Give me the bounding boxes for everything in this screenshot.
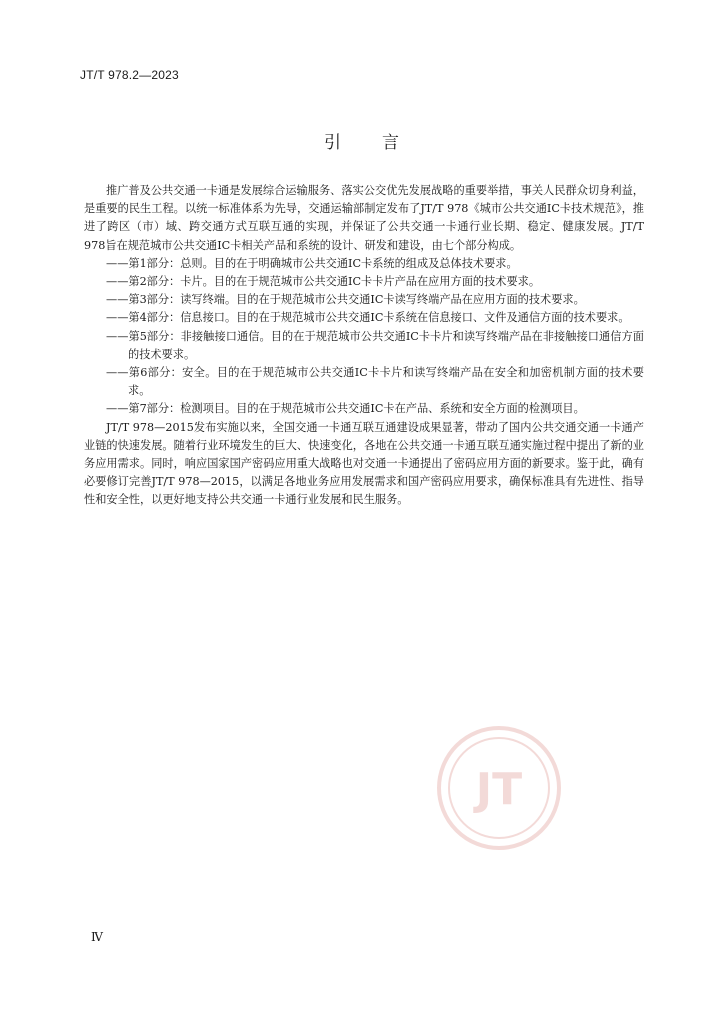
jt-watermark-logo (435, 724, 563, 852)
title-char-1: 引 (324, 133, 342, 153)
part-item-3: ——第3部分：读写终端。目的在于规范城市公共交通IC卡读写终端产品在应用方面的技术要求。 (106, 293, 585, 307)
part-item-2: ——第2部分：卡片。目的在于规范城市公共交通IC卡卡片产品在应用方面的技术要求。 (106, 275, 541, 289)
part-item-5: ——第5部分：非接触接口通信。目的在于规范城市公共交通IC卡卡片和读写终端产品在非接触接口通信方面的技术要求。 (106, 329, 644, 361)
part-item-7: ——第7部分：检测项目。目的在于规范城市公共交通IC卡在产品、系统和安全方面的检测项目。 (106, 402, 585, 416)
part-item-4: ——第4部分：信息接口。目的在于规范城市公共交通IC卡系统在信息接口、文件及通信方面的技术要求。 (106, 311, 630, 325)
part-item-1: ——第1部分：总则。目的在于明确城市公共交通IC卡系统的组成及总体技术要求。 (106, 256, 518, 270)
body-text (84, 182, 644, 510)
standard-code-header: JT/T 978.2—2023 (80, 68, 179, 82)
page-number: Ⅳ (91, 930, 103, 944)
intro-paragraph: 推广普及公共交通一卡通是发展综合运输服务、落实公交优先发展战略的重要举措，事关人民群众切身利益，是重要的民生工程。以统一标准体系为先导，交通运输部制定发布了JT/T 978《城市公共交通IC卡技术规范》，推进了跨区（市）域、跨交通方式互联互通的实现，并保证了公共交通一卡通行业长期、稳定、健康发展。JT/T 978旨在规范城市公共交通IC卡相关产品和系统的设计、研发和建设，由七个部分构成。 (84, 184, 644, 252)
title-char-2: 言 (382, 133, 400, 153)
watermark-text: JT (475, 764, 523, 815)
closing-paragraph: JT/T 978—2015发布实施以来，全国交通一卡通互联互通建设成果显著，带动了国内公共交通交通一卡通产业链的快速发展。随着行业环境发生的巨大、快速变化，各地在公共交通一卡通互联互通实施过程中提出了新的业务应用需求。同时，响应国家国产密码应用重大战略也对交通一卡通提出了密码应用方面的新要求。鉴于此，确有必要修订完善JT/T 978—2015，以满足各地业务应用发展需求和国产密码应用要求，确保标准具有先进性、指导性和安全性，以更好地支持公共交通一卡通行业发展和民生服务。 (84, 420, 644, 507)
page-title (0, 128, 724, 153)
part-item-6: ——第6部分：安全。目的在于规范城市公共交通IC卡卡片和读写终端产品在安全和加密机制方面的技术要求。 (106, 366, 644, 398)
